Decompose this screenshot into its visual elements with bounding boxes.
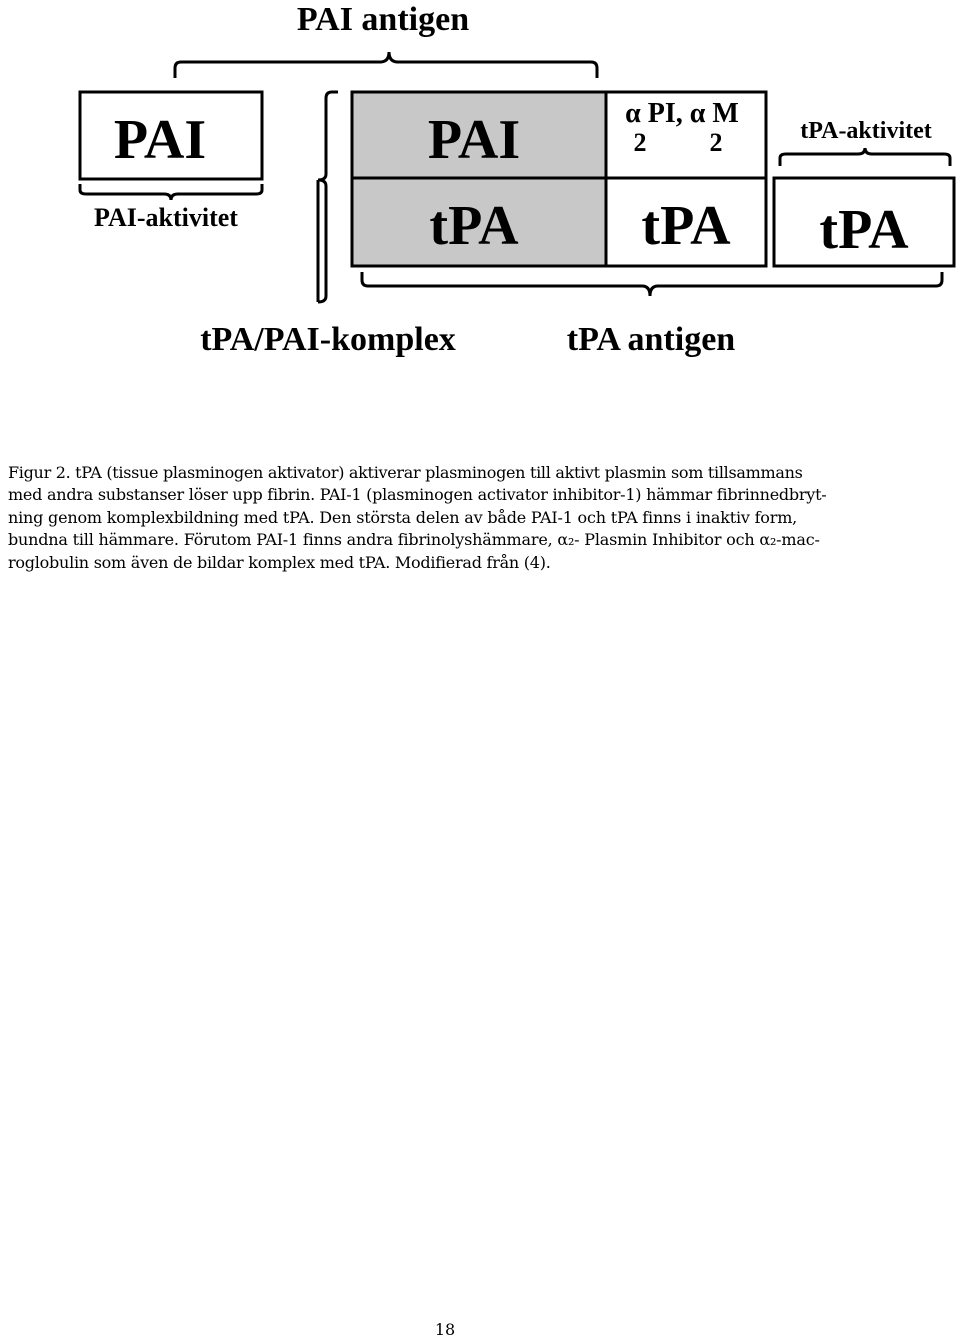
label-tpa-antigen: tPA antigen — [566, 321, 736, 358]
inhibitor-sub-2: 2 — [709, 128, 723, 157]
complex-pai-text: PAI — [427, 109, 521, 171]
inhibitor-sub-1: 2 — [633, 128, 647, 157]
inhibitor-alpha-text: α PI, α M — [625, 98, 739, 129]
figure-diagram — [0, 0, 960, 370]
tpa-antigen-brace — [362, 272, 942, 296]
caption-line-4: bundna till hämmare. Förutom PAI-1 finns andra fibrinolyshämmare, α₂- Plasmin Inhibitor och α₂-mac- — [8, 530, 820, 550]
caption-line-5: roglobulin som även de bildar komplex med tPA. Modifierad från (4). — [8, 552, 551, 572]
label-tpa-aktivitet: tPA-aktivitet — [800, 118, 932, 144]
complex-vertical-brace — [318, 92, 338, 302]
inhibitor-tpa-text: tPA — [641, 195, 731, 257]
complex-tpa-text: tPA — [429, 195, 519, 257]
figure-caption — [8, 462, 948, 574]
caption-line-3: ning genom komplexbildning med tPA. Den största delen av både PAI-1 och tPA finns i inaktiv form, — [8, 507, 798, 527]
tpa-aktivitet-brace — [780, 148, 950, 166]
label-complex: tPA/PAI-komplex — [200, 321, 456, 358]
free-tpa-text: tPA — [819, 199, 909, 261]
pai-antigen-brace — [175, 52, 597, 78]
label-pai-aktivitet: PAI-aktivitet — [94, 203, 238, 232]
caption-line-2: med andra substanser löser upp fibrin. PAI-1 (plasminogen activator inhibitor-1) hämmar fibrinnedbryt- — [8, 485, 827, 505]
free-pai-text: PAI — [113, 109, 207, 171]
pai-aktivitet-brace — [80, 184, 262, 200]
caption-line-1: Figur 2. tPA (tissue plasminogen aktivator) aktiverar plasminogen till aktivt plasmin som tillsammans — [8, 463, 803, 482]
figure-svg — [0, 0, 960, 370]
page-number: 18 — [434, 1320, 456, 1339]
label-pai-antigen: PAI antigen — [296, 1, 470, 38]
